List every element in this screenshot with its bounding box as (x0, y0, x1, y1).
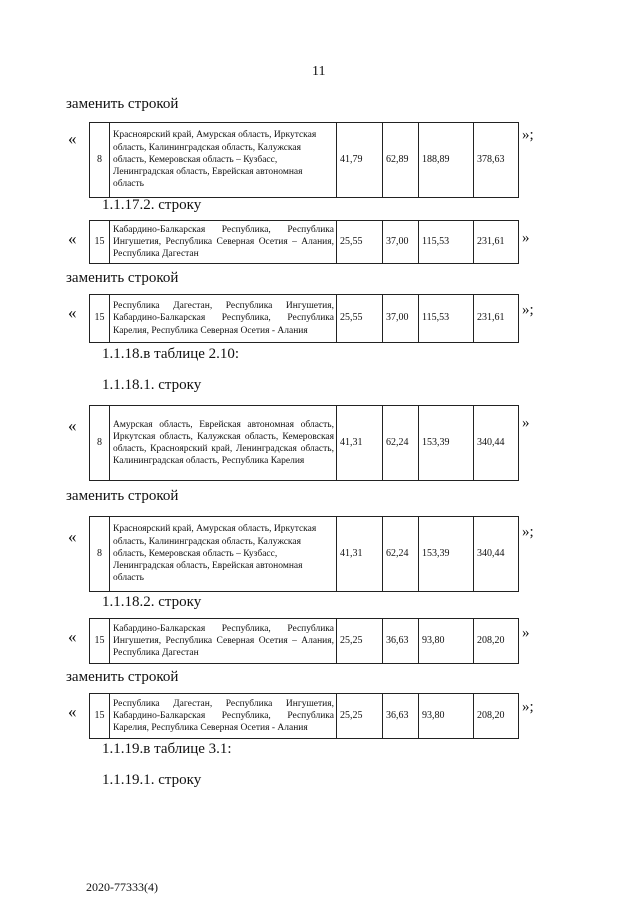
close-quote: » (522, 625, 530, 641)
value-cell-4: 208,20 (474, 694, 519, 739)
value-cell-2: 37,00 (383, 221, 419, 264)
value-cell-1: 25,55 (337, 295, 383, 343)
regions-cell: Красноярский край, Амурская область, Иркутская область, Калининградская область, Калужская область, Кемеровская область – Кузбасс, Ленинградская область, Еврейская автономная область (110, 123, 337, 198)
replace-with-row-heading: заменить строкой (66, 669, 179, 685)
value-cell-1: 25,55 (337, 221, 383, 264)
close-quote: »; (522, 127, 534, 143)
value-cell-4: 208,20 (474, 619, 519, 664)
regions-cell: Кабардино-Балкарская Республика, Республика Ингушетия, Республика Северная Осетия – Алания, Республика Дагестан (110, 619, 337, 664)
tariff-table (89, 693, 519, 739)
row-number: 8 (90, 123, 110, 198)
tariff-table (89, 516, 519, 592)
subsection-heading: 1.1.18.1. строку (102, 377, 202, 393)
row-number: 15 (90, 221, 110, 264)
value-cell-2: 62,89 (383, 123, 419, 198)
close-quote: »; (522, 302, 534, 318)
document-code: 2020-77333(4) (86, 880, 158, 894)
value-cell-3: 188,89 (419, 123, 474, 198)
regions-cell: Красноярский край, Амурская область, Иркутская область, Калининградская область, Калужская область, Кемеровская область – Кузбасс, Ленинградская область, Еврейская автономная область (110, 517, 337, 592)
close-quote: »; (522, 699, 534, 715)
open-quote: « (68, 527, 77, 546)
tariff-table (89, 618, 519, 664)
tariff-table (89, 405, 519, 481)
open-quote: « (68, 229, 77, 248)
value-cell-2: 62,24 (383, 406, 419, 481)
regions-cell: Кабардино-Балкарская Республика, Республика Ингушетия, Республика Северная Осетия – Алания, Республика Дагестан (110, 221, 337, 264)
value-cell-3: 93,80 (419, 619, 474, 664)
open-quote: « (68, 702, 77, 721)
replace-with-row-heading: заменить строкой (66, 96, 179, 112)
row-number: 15 (90, 619, 110, 664)
regions-cell: Республика Дагестан, Республика Ингушетия, Кабардино-Балкарская Республика, Республика Карелия, Республика Северная Осетия - Алания (110, 295, 337, 343)
close-quote: » (522, 415, 530, 431)
value-cell-3: 115,53 (419, 295, 474, 343)
value-cell-4: 231,61 (474, 295, 519, 343)
open-quote: « (68, 416, 77, 435)
value-cell-3: 153,39 (419, 406, 474, 481)
subsection-heading: 1.1.18.2. строку (102, 594, 202, 610)
row-number: 8 (90, 406, 110, 481)
page-number: 11 (312, 64, 326, 79)
value-cell-2: 36,63 (383, 694, 419, 739)
regions-cell: Амурская область, Еврейская автономная область, Иркутская область, Калужская область, Кемеровская область, Красноярский край, Ленинградская область, Калининградская область, Республика Карелия (110, 406, 337, 481)
open-quote: « (68, 627, 77, 646)
value-cell-4: 378,63 (474, 123, 519, 198)
replace-with-row-heading: заменить строкой (66, 488, 179, 504)
table-row (90, 619, 519, 664)
table-row (90, 694, 519, 739)
replace-with-row-heading: заменить строкой (66, 270, 179, 286)
value-cell-2: 62,24 (383, 517, 419, 592)
value-cell-4: 231,61 (474, 221, 519, 264)
open-quote: « (68, 303, 77, 322)
table-row (90, 406, 519, 481)
tariff-table (89, 122, 519, 198)
value-cell-1: 41,79 (337, 123, 383, 198)
value-cell-2: 37,00 (383, 295, 419, 343)
table-row (90, 517, 519, 592)
value-cell-1: 25,25 (337, 619, 383, 664)
tariff-table (89, 294, 519, 343)
value-cell-1: 25,25 (337, 694, 383, 739)
row-number: 15 (90, 295, 110, 343)
section-heading: 1.1.18.в таблице 2.10: (102, 346, 240, 362)
table-row (90, 221, 519, 264)
subsection-heading: 1.1.17.2. строку (102, 197, 202, 213)
regions-cell: Республика Дагестан, Республика Ингушетия, Кабардино-Балкарская Республика, Республика Карелия, Республика Северная Осетия - Алания (110, 694, 337, 739)
row-number: 15 (90, 694, 110, 739)
table-row (90, 123, 519, 198)
value-cell-3: 153,39 (419, 517, 474, 592)
subsection-heading: 1.1.19.1. строку (102, 772, 202, 788)
value-cell-3: 115,53 (419, 221, 474, 264)
value-cell-2: 36,63 (383, 619, 419, 664)
value-cell-4: 340,44 (474, 517, 519, 592)
close-quote: » (522, 230, 530, 246)
value-cell-1: 41,31 (337, 517, 383, 592)
table-row (90, 295, 519, 343)
open-quote: « (68, 129, 77, 148)
section-heading: 1.1.19.в таблице 3.1: (102, 741, 232, 757)
value-cell-3: 93,80 (419, 694, 474, 739)
row-number: 8 (90, 517, 110, 592)
value-cell-1: 41,31 (337, 406, 383, 481)
tariff-table (89, 220, 519, 264)
value-cell-4: 340,44 (474, 406, 519, 481)
close-quote: »; (522, 524, 534, 540)
